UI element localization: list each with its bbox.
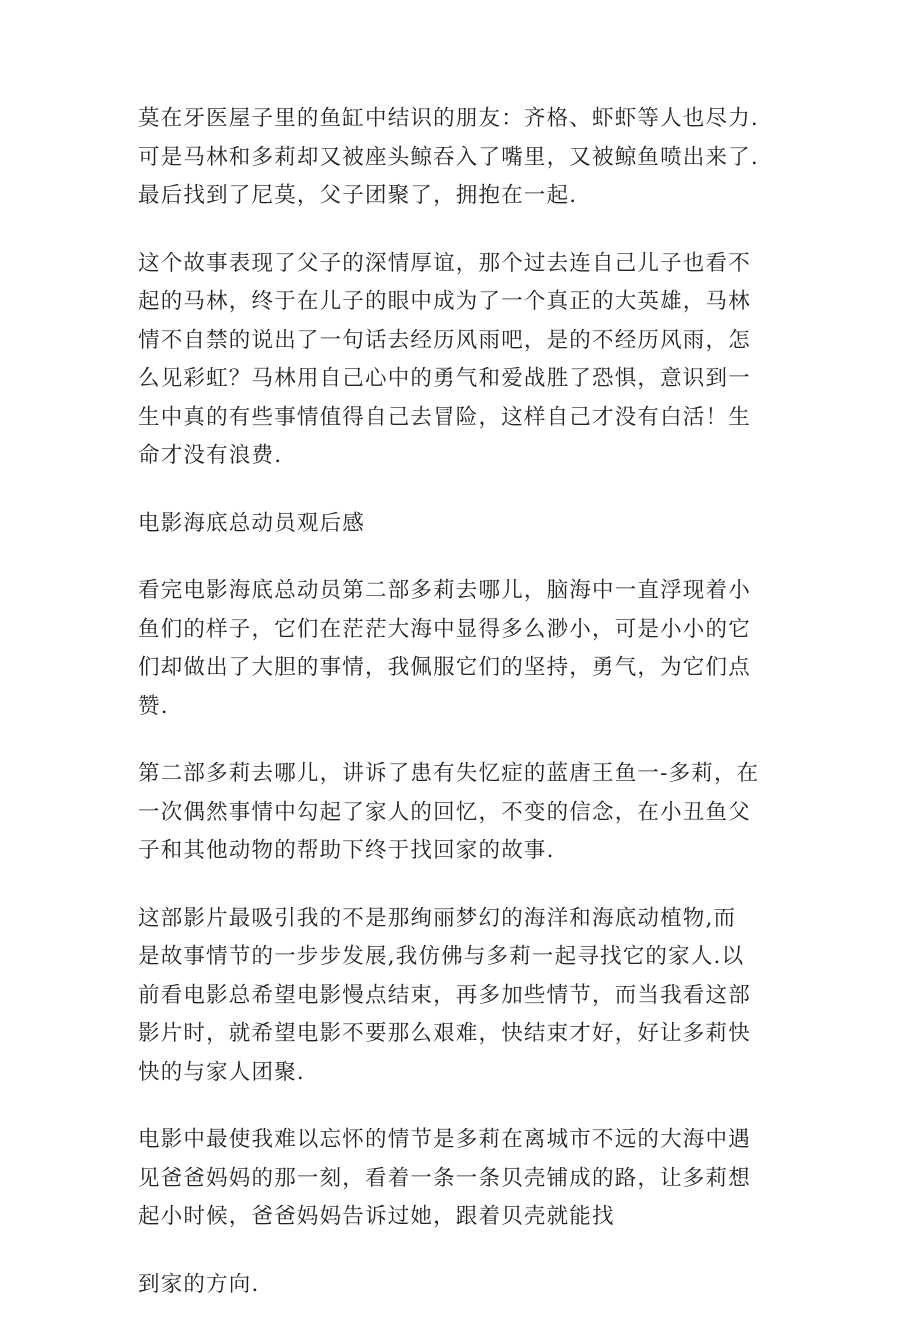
text-line: 到家的方向. bbox=[138, 1271, 260, 1297]
paragraph-5 bbox=[138, 900, 783, 1093]
text-line: 电影中最使我难以忘怀的情节是多莉在离城市不远的大海中遇 bbox=[138, 1127, 751, 1152]
paragraph-2 bbox=[138, 245, 783, 476]
text-line: 莫在牙医屋子里的鱼缸中结识的朋友：齐格、虾虾等人也尽力. bbox=[138, 106, 759, 131]
text-line: 情不自禁的说出了一句话去经历风雨吧，是的不经历风雨，怎 bbox=[138, 327, 751, 353]
paragraph-1 bbox=[138, 100, 783, 216]
text-line: 这部影片最吸引我的不是那绚丽梦幻的海洋和海底动植物,而 bbox=[138, 905, 737, 931]
text-line: 这个故事表现了父子的深情厚谊，那个过去连自己儿子也看不 bbox=[138, 250, 751, 276]
text-line: 影片时，就希望电影不要那么艰难，快结束才好，好让多莉快 bbox=[138, 1021, 751, 1046]
text-line: 起的马林，终于在儿子的眼中成为了一个真正的大英雄，马林 bbox=[138, 289, 751, 314]
section-title: 电影海底总动员观后感 bbox=[138, 510, 366, 536]
text-line: 一次偶然事情中勾起了家人的回忆，不变的信念，在小丑鱼父 bbox=[138, 799, 751, 825]
text-line: 可是马林和多莉却又被座头鲸吞入了嘴里，又被鲸鱼喷出来了. bbox=[138, 144, 759, 170]
paragraph-7 bbox=[138, 1266, 783, 1305]
text-line: 们却做出了大胆的事情，我佩服它们的坚持，勇气，为它们点 bbox=[138, 655, 751, 680]
text-line: 生中真的有些事情值得自己去冒险，这样自己才没有白活！生 bbox=[138, 404, 751, 430]
text-line: 最后找到了尼莫，父子团聚了，拥抱在一起. bbox=[138, 183, 578, 208]
text-line: 子和其他动物的帮助下终于找回家的故事. bbox=[138, 838, 555, 863]
text-line: 快的与家人团聚. bbox=[138, 1059, 305, 1085]
paragraph-4 bbox=[138, 755, 783, 871]
text-line: 前看电影总希望电影慢点结束，再多加些情节，而当我看这部 bbox=[138, 982, 751, 1008]
text-line: 是故事情节的一步步发展,我仿佛与多莉一起寻找它的家人.以 bbox=[138, 944, 745, 969]
text-line: 第二部多莉去哪儿，讲诉了患有失忆症的蓝唐王鱼一-多莉，在 bbox=[138, 761, 760, 786]
text-line: 见爸爸妈妈的那一刻，看着一条一条贝壳铺成的路，让多莉想 bbox=[138, 1165, 751, 1191]
paragraph-3 bbox=[138, 572, 783, 726]
paragraph-6 bbox=[138, 1121, 783, 1237]
text-line: 看完电影海底总动员第二部多莉去哪儿，脑海中一直浮现着小 bbox=[138, 578, 751, 603]
text-line: 命才没有浪费. bbox=[138, 443, 283, 468]
text-line: 赞. bbox=[138, 693, 169, 719]
text-line: 起小时候，爸爸妈妈告诉过她，跟着贝壳就能找 bbox=[138, 1204, 615, 1229]
text-line: 么见彩虹？马林用自己心中的勇气和爱战胜了恐惧，意识到一 bbox=[138, 366, 751, 391]
document-body bbox=[138, 100, 783, 1333]
text-line: 鱼们的样子，它们在茫茫大海中显得多么渺小，可是小小的它 bbox=[138, 616, 751, 642]
